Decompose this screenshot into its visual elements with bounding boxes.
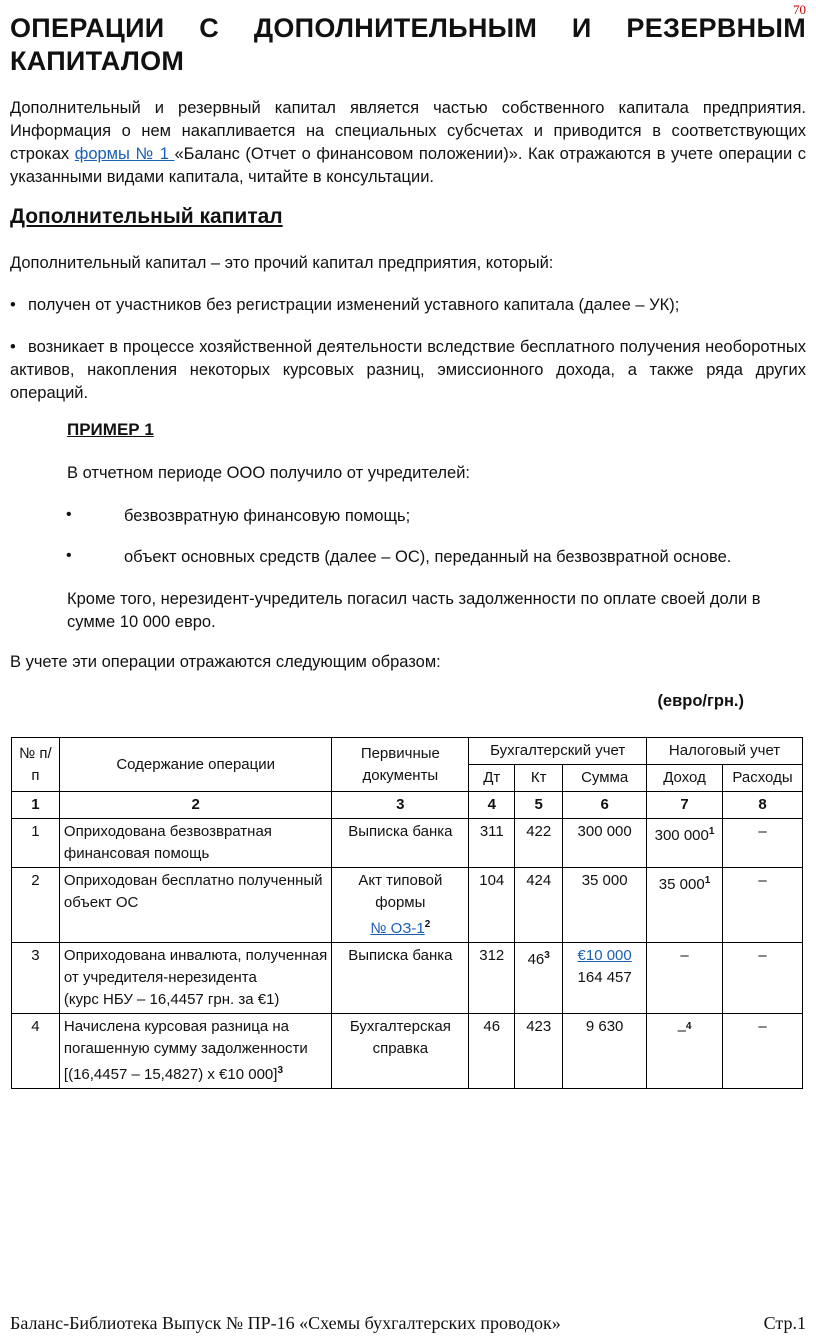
column-number: 5 xyxy=(515,792,563,819)
row-number: 2 xyxy=(12,868,60,943)
intro-text-end: «Баланс (Отчет о финансовом положении)». Как отражаются в учете операции с указанными видами капитала, читайте в консультации. xyxy=(10,145,806,186)
column-number: 2 xyxy=(59,792,331,819)
bullet-icon: • xyxy=(10,296,16,314)
row-dt: 311 xyxy=(469,819,515,868)
header-dt: Дт xyxy=(469,765,515,792)
row-income: –$^4$ xyxy=(647,1014,723,1089)
row-content: Оприходована безвозвратная финансовая помощь xyxy=(59,819,331,868)
example-title: ПРИМЕР 1 xyxy=(67,420,154,439)
intro-paragraph xyxy=(10,97,806,189)
reflection-line: В учете эти операции отражаются следующим образом: xyxy=(10,653,441,671)
footnote-mark: 3 xyxy=(277,1065,283,1076)
row-expense: – xyxy=(722,1014,802,1089)
row-expense: – xyxy=(722,943,802,1014)
bullet-icon: • xyxy=(10,338,16,356)
bullet-icon: • xyxy=(66,547,72,564)
header-tax: Налоговый учет xyxy=(647,738,803,765)
page-footer xyxy=(10,1313,806,1334)
row-content: Оприходована инвалюта, полученная от учредителя-нерезидента (курс НБУ – 16,4457 грн. за €1) xyxy=(59,943,331,1014)
table-header-row xyxy=(12,738,803,765)
row-sum-eur: €10 000 xyxy=(577,947,632,964)
header-income: Доход xyxy=(647,765,723,792)
row-number: 3 xyxy=(12,943,60,1014)
example-extra: Кроме того, нерезидент-учредитель погасил часть задолженности по оплате своей доли в сумме 10 000 евро. xyxy=(67,590,761,631)
intro-text-start: Дополнительный и резервный капитал является частью собственного капитала предприятия. Информация о нем накапливается на специальных субсчетах и приводится в соответствующих строках xyxy=(10,99,806,163)
table-row xyxy=(12,868,803,943)
table-row xyxy=(12,1014,803,1089)
header-docs: Первичные документы xyxy=(332,738,469,792)
bullet-text: получен от участников без регистрации изменений уставного капитала (далее – УК); xyxy=(28,296,680,314)
example-item: объект основных средств (далее – ОС), переданный на безвозвратной основе. xyxy=(124,548,732,566)
bullet-item xyxy=(10,294,806,317)
page-number: 70 xyxy=(793,2,806,17)
operations-table xyxy=(11,737,803,1089)
row-sum: 35 000 xyxy=(563,868,647,943)
row-sum: 300 000 xyxy=(563,819,647,868)
row-expense: – xyxy=(722,868,802,943)
row-kt: 423 xyxy=(515,1014,563,1089)
column-number: 7 xyxy=(647,792,723,819)
header-kt: Кт xyxy=(515,765,563,792)
footnote-mark: 3 xyxy=(544,950,550,961)
row-sum-uah: 164 457 xyxy=(577,969,632,986)
row-doc: Выписка банка xyxy=(332,819,469,868)
row-kt: 422 xyxy=(515,819,563,868)
column-number: 3 xyxy=(332,792,469,819)
row-content: Оприходован бесплатно полученный объект ОС xyxy=(59,868,331,943)
header-content: Содержание операции xyxy=(59,738,331,792)
footer-page: Стр.1 xyxy=(763,1313,806,1333)
column-number: 1 xyxy=(12,792,60,819)
bullet-text: возникает в процессе хозяйственной деятельности вследствие бесплатного получения необоротных активов, накопления некоторых курсовых разниц, эмиссионного дохода, а также ряда других операций. xyxy=(10,338,806,402)
row-expense: – xyxy=(722,819,802,868)
column-number: 6 xyxy=(563,792,647,819)
table-row xyxy=(12,943,803,1014)
footnote-mark: 1 xyxy=(708,826,715,837)
column-number-row xyxy=(12,792,803,819)
example-item: безвозвратную финансовую помощь; xyxy=(124,507,411,525)
units-label: (евро/грн.) xyxy=(657,692,744,710)
row-content: Начислена курсовая разница на погашенную сумму задолженности [(16,4457 – 15,4827) х €10 000]$^3$ xyxy=(59,1014,331,1089)
table-row xyxy=(12,819,803,868)
row-doc: Выписка банка xyxy=(332,943,469,1014)
page-title: ОПЕРАЦИИ С ДОПОЛНИТЕЛЬНЫМ И РЕЗЕРВНЫМ КАПИТАЛОМ xyxy=(10,13,806,76)
section-heading: Дополнительный капитал xyxy=(10,205,283,228)
header-accounting: Бухгалтерский учет xyxy=(469,738,647,765)
row-dt: 46 xyxy=(469,1014,515,1089)
row-income: – xyxy=(647,943,723,1014)
row-doc xyxy=(332,868,469,943)
footnote-mark: 1 xyxy=(704,875,711,886)
row-doc: Бухгалтерская справка xyxy=(332,1014,469,1089)
header-expense: Расходы xyxy=(722,765,802,792)
row-income: 300 $000^1$ xyxy=(647,819,723,868)
example-lead: В отчетном периоде ООО получило от учредителей: xyxy=(67,464,471,482)
row-number: 4 xyxy=(12,1014,60,1089)
form-oz1-link[interactable]: № ОЗ-1 xyxy=(370,920,425,937)
header-sum: Сумма xyxy=(563,765,647,792)
footer-publication: Баланс-Библиотека Выпуск № ПР-16 «Схемы бухгалтерских проводок» xyxy=(10,1313,561,1333)
row-income: 35 $000^1$ xyxy=(647,868,723,943)
footnote-mark: 4 xyxy=(685,1021,692,1032)
column-number: 8 xyxy=(722,792,802,819)
row-kt: 424 xyxy=(515,868,563,943)
footnote-mark: 2 xyxy=(424,919,431,930)
row-sum: 9 630 xyxy=(563,1014,647,1089)
row-doc-text: Акт типовой формы xyxy=(358,872,443,911)
bullet-icon: • xyxy=(66,506,72,523)
header-num: № п/п xyxy=(12,738,60,792)
row-number: 1 xyxy=(12,819,60,868)
row-kt: $46^3$ xyxy=(515,943,563,1014)
row-dt: 312 xyxy=(469,943,515,1014)
definition-text: Дополнительный капитал – это прочий капитал предприятия, который: xyxy=(10,254,554,272)
bullet-item xyxy=(10,336,806,405)
column-number: 4 xyxy=(469,792,515,819)
row-sum xyxy=(563,943,647,1014)
row-dt: 104 xyxy=(469,868,515,943)
form-1-link[interactable]: формы № 1 xyxy=(74,145,175,163)
